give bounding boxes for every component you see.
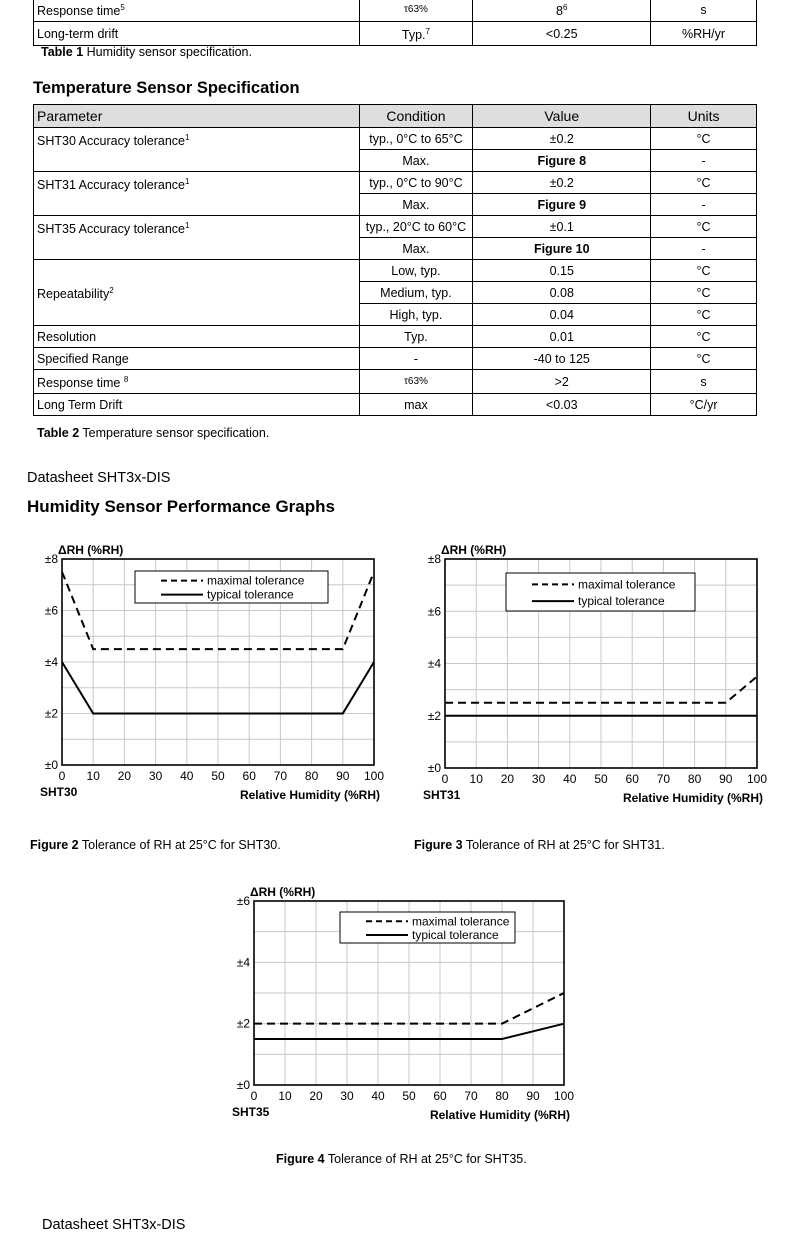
table-row	[34, 326, 757, 348]
header-condition: Condition	[359, 105, 473, 128]
table-row	[34, 0, 757, 22]
cell-parameter: SHT30 Accuracy tolerance$^1$	[34, 128, 360, 172]
cell-units: °C	[651, 348, 757, 370]
humidity-spec-table-tail	[33, 0, 757, 46]
y-tick-label: ±8	[44, 552, 58, 566]
cell-units: s	[651, 0, 757, 22]
y-tick-label: ±0	[427, 761, 441, 775]
table-row	[34, 260, 757, 282]
y-tick-label: ±2	[427, 708, 441, 723]
cell-units: °C	[651, 304, 757, 326]
table-header-row	[34, 105, 757, 128]
x-tick-label: 70	[273, 769, 288, 783]
x-tick-label: 100	[363, 769, 385, 783]
cell-condition: Medium, typ.	[359, 282, 473, 304]
cell-value: <0.25	[473, 22, 651, 46]
cell-condition: τ63%	[359, 370, 473, 394]
cell-parameter: SHT31 Accuracy tolerance$^1$	[34, 172, 360, 216]
y-tick-label: ±0	[44, 758, 58, 772]
table-row	[34, 22, 757, 46]
y-axis-title: ΔRH (%RH)	[58, 543, 124, 557]
x-tick-label: 100	[746, 772, 768, 786]
cell-parameter: Response time$^5$	[34, 0, 360, 22]
cell-value: Figure 9	[473, 194, 651, 216]
chart-sht30	[0, 535, 395, 802]
y-tick-label: ±2	[44, 706, 58, 721]
cell-parameter: Long Term Drift	[34, 394, 360, 416]
page-footer-text: Datasheet SHT3x-DIS	[42, 1217, 186, 1233]
cell-value: ±0.2	[473, 128, 651, 150]
cell-parameter: Resolution	[34, 326, 360, 348]
x-tick-label: 80	[495, 1089, 509, 1103]
table-row	[34, 370, 757, 394]
table2-caption: Table 2 Temperature sensor specification.	[37, 426, 270, 440]
cell-condition: High, typ.	[359, 304, 473, 326]
legend-label-maximal: maximal tolerance	[412, 914, 510, 929]
cell-value: Figure 8	[473, 150, 651, 172]
cell-condition: -	[359, 348, 473, 370]
x-tick-label: 60	[242, 769, 256, 783]
table1-caption: Table 1 Humidity sensor specification.	[41, 45, 252, 59]
figure3-caption: Figure 3 Tolerance of RH at 25°C for SHT31.	[414, 838, 665, 852]
cell-value: Figure 10	[473, 238, 651, 260]
cell-units: %RH/yr	[651, 22, 757, 46]
x-tick-label: 80	[304, 769, 319, 783]
page-header-text: Datasheet SHT3x-DIS	[27, 470, 171, 486]
temp-section-title: Temperature Sensor Specification	[33, 79, 300, 97]
x-tick-label: 70	[464, 1089, 478, 1103]
table-row	[34, 348, 757, 370]
y-tick-label: ±4	[44, 655, 58, 669]
table-row	[34, 394, 757, 416]
cell-units: -	[651, 150, 757, 172]
figure2-caption: Figure 2 Tolerance of RH at 25°C for SHT30.	[30, 838, 281, 852]
cell-value: ±0.1	[473, 216, 651, 238]
cell-value: 0.04	[473, 304, 651, 326]
temperature-spec-table	[33, 104, 757, 416]
y-tick-label: ±6	[44, 603, 58, 618]
y-axis-title: ΔRH (%RH)	[250, 885, 316, 899]
x-tick-label: 20	[500, 772, 515, 786]
header-value: Value	[473, 105, 651, 128]
cell-units: s	[651, 370, 757, 394]
cell-value: $8^6$	[473, 0, 651, 22]
x-axis-title: Relative Humidity (%RH)	[429, 1108, 570, 1122]
x-tick-label: 10	[278, 1089, 292, 1103]
x-tick-label: 10	[86, 769, 100, 783]
legend-label-maximal: maximal tolerance	[578, 577, 676, 592]
x-tick-label: 40	[180, 769, 194, 783]
cell-condition: typ., 0°C to 90°C	[359, 172, 473, 194]
y-tick-label: ±0	[236, 1078, 250, 1092]
x-tick-label: 30	[148, 769, 163, 783]
figure4-caption: Figure 4 Tolerance of RH at 25°C for SHT35.	[276, 1152, 527, 1166]
cell-condition: τ63%	[359, 0, 473, 22]
x-tick-label: 80	[687, 772, 702, 786]
x-axis-title: Relative Humidity (%RH)	[622, 791, 763, 805]
chart-title: SHT30	[40, 785, 78, 799]
cell-parameter: Repeatability$^2$	[34, 260, 360, 326]
cell-units: °C	[651, 326, 757, 348]
y-tick-label: ±6	[236, 894, 250, 908]
chart-title: SHT35	[232, 1105, 270, 1119]
x-axis-title: Relative Humidity (%RH)	[239, 788, 380, 802]
cell-parameter: Specified Range	[34, 348, 360, 370]
cell-units: °C	[651, 128, 757, 150]
chart-sht35	[195, 875, 595, 1122]
legend-label-typical: typical tolerance	[578, 594, 665, 609]
y-tick-label: ±2	[236, 1016, 250, 1031]
cell-value: 0.01	[473, 326, 651, 348]
x-tick-label: 30	[340, 1089, 354, 1103]
cell-parameter: Long-term drift	[34, 22, 360, 46]
cell-parameter: SHT35 Accuracy tolerance$^1$	[34, 216, 360, 260]
x-tick-label: 20	[309, 1089, 323, 1103]
cell-units: °C/yr	[651, 394, 757, 416]
cell-value: >2	[473, 370, 651, 394]
table-row	[34, 172, 757, 194]
x-tick-label: 0	[58, 769, 66, 783]
chart-sht31	[395, 535, 790, 805]
cell-units: °C	[651, 216, 757, 238]
x-tick-label: 0	[441, 772, 449, 786]
cell-condition: Typ.$^7$	[359, 22, 473, 46]
x-tick-label: 50	[594, 772, 608, 786]
cell-condition: Low, typ.	[359, 260, 473, 282]
y-axis-title: ΔRH (%RH)	[441, 543, 507, 557]
graphs-section-title: Humidity Sensor Performance Graphs	[27, 497, 335, 516]
x-tick-label: 60	[625, 772, 639, 786]
cell-condition: Max.	[359, 194, 473, 216]
cell-condition: Max.	[359, 238, 473, 260]
cell-condition: max	[359, 394, 473, 416]
x-tick-label: 60	[433, 1089, 447, 1103]
x-tick-label: 90	[336, 769, 350, 783]
chart-title: SHT31	[423, 788, 461, 802]
y-tick-label: ±4	[236, 955, 250, 970]
cell-value: <0.03	[473, 394, 651, 416]
cell-units: °C	[651, 282, 757, 304]
header-units: Units	[651, 105, 757, 128]
table-row	[34, 216, 757, 238]
table-row	[34, 128, 757, 150]
y-tick-label: ±4	[427, 656, 441, 671]
cell-condition: Max.	[359, 150, 473, 172]
cell-units: -	[651, 194, 757, 216]
header-parameter: Parameter	[34, 105, 360, 128]
x-tick-label: 20	[117, 769, 132, 783]
x-tick-label: 40	[371, 1089, 385, 1103]
x-tick-label: 70	[656, 772, 671, 786]
cell-condition: typ., 20°C to 60°C	[359, 216, 473, 238]
x-tick-label: 40	[563, 772, 577, 786]
x-tick-label: 10	[469, 772, 483, 786]
cell-value: 0.15	[473, 260, 651, 282]
y-tick-label: ±6	[427, 604, 441, 619]
x-tick-label: 50	[402, 1089, 416, 1103]
y-tick-label: ±8	[427, 552, 441, 566]
cell-value: ±0.2	[473, 172, 651, 194]
x-tick-label: 90	[526, 1089, 540, 1103]
x-tick-label: 100	[553, 1089, 575, 1103]
cell-condition: typ., 0°C to 65°C	[359, 128, 473, 150]
cell-condition: Typ.	[359, 326, 473, 348]
x-tick-label: 30	[531, 772, 546, 786]
cell-parameter: Response time $^8$	[34, 370, 360, 394]
x-tick-label: 0	[250, 1089, 258, 1103]
legend-label-typical: typical tolerance	[207, 587, 294, 602]
cell-value: 0.08	[473, 282, 651, 304]
cell-units: -	[651, 238, 757, 260]
x-tick-label: 90	[719, 772, 733, 786]
legend-label-maximal: maximal tolerance	[207, 573, 305, 588]
legend-label-typical: typical tolerance	[412, 927, 499, 942]
cell-units: °C	[651, 260, 757, 282]
x-tick-label: 50	[211, 769, 225, 783]
cell-units: °C	[651, 172, 757, 194]
cell-value: -40 to 125	[473, 348, 651, 370]
